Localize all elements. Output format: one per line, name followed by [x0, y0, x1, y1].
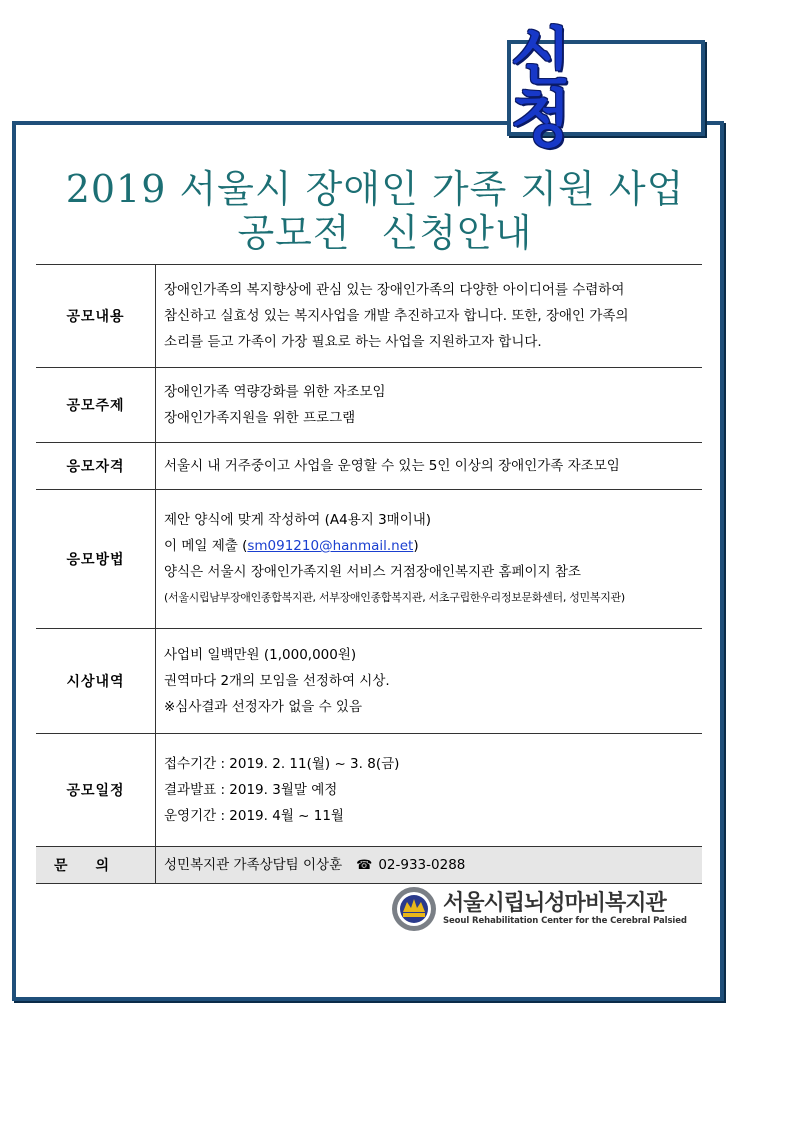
table-row: [36, 490, 702, 629]
table-row: [36, 629, 702, 734]
content-line: 결과발표 : 2019. 3월말 예정: [164, 782, 338, 798]
organization-logo: [391, 884, 691, 936]
info-table: [36, 264, 702, 884]
row-content: [156, 443, 703, 490]
row-label: 공모일정: [36, 734, 156, 847]
row-content: [156, 265, 703, 368]
contact-content: [156, 847, 703, 884]
email-suffix: ): [413, 538, 419, 554]
row-content: [156, 629, 703, 734]
title-line-1: 2019 서울시 장애인 가족 지원 사업: [65, 167, 685, 211]
content-line-small: (서울시립남부장애인종합복지관, 서부장애인종합복지관, 서초구립한우리정보문화센터, 성민복지관): [164, 591, 625, 604]
row-content: [156, 490, 703, 629]
title-line-2: 공모전 신청안내: [237, 211, 533, 255]
badge-text: 신 청: [511, 20, 599, 155]
content-line: ※심사결과 선정자가 없을 수 있음: [164, 699, 363, 715]
logo-english-name: Seoul Rehabilitation Center for the Cerebral Palsied: [443, 916, 687, 926]
contact-phone[interactable]: 02-933-0288: [378, 856, 466, 873]
row-label: 응모자격: [36, 443, 156, 490]
content-line: 제안 양식에 맞게 작성하여 (A4용지 3매이내): [164, 512, 432, 528]
row-content: [156, 368, 703, 443]
table-row: [36, 265, 702, 368]
apply-badge: [507, 20, 705, 155]
row-content: [156, 734, 703, 847]
table-row: [36, 368, 702, 443]
logo-name: 서울시립뇌성마비복지관: [443, 891, 666, 916]
contact-label: 문의: [36, 847, 156, 884]
row-label: 시상내역: [36, 629, 156, 734]
content-line: [164, 533, 696, 559]
content-line: 사업비 일백만원 (1,000,000원): [164, 647, 357, 663]
contact-row: [36, 847, 702, 884]
content-line: 접수기간 : 2019. 2. 11(월) ~ 3. 8(금): [164, 756, 400, 772]
content-line: 장애인가족 역량강화를 위한 자조모임: [164, 384, 386, 400]
content-line: 장애인가족의 복지향상에 관심 있는 장애인가족의 다양한 아이디어를 수렴하여: [164, 282, 625, 298]
table-row: [36, 443, 702, 490]
content-line: 운영기간 : 2019. 4월 ~ 11월: [164, 808, 344, 824]
row-label: 공모주제: [36, 368, 156, 443]
content-line: 서울시 내 거주중이고 사업을 운영할 수 있는 5인 이상의 장애인가족 자조모임: [164, 458, 620, 474]
content-line: 참신하고 실효성 있는 복지사업을 개발 추진하고자 합니다. 또한, 장애인 가족의: [164, 308, 629, 324]
seal-icon: [391, 886, 437, 932]
row-label: 응모방법: [36, 490, 156, 629]
email-link[interactable]: sm091210@hanmail.net: [247, 538, 414, 554]
email-prefix: 이 메일 제출 (: [164, 538, 248, 554]
content-line: 소리를 듣고 가족이 가장 필요로 하는 사업을 지원하고자 합니다.: [164, 334, 542, 350]
contact-text: 성민복지관 가족상담팀 이상훈: [164, 856, 343, 873]
row-label: 공모내용: [36, 265, 156, 368]
content-line: 권역마다 2개의 모임을 선정하여 시상.: [164, 673, 390, 689]
content-line: 장애인가족지원을 위한 프로그램: [164, 410, 356, 426]
content-line: 양식은 서울시 장애인가족지원 서비스 거점장애인복지관 홈페이지 참조: [164, 564, 581, 580]
telephone-icon: ☎: [356, 857, 373, 873]
table-row: [36, 734, 702, 847]
